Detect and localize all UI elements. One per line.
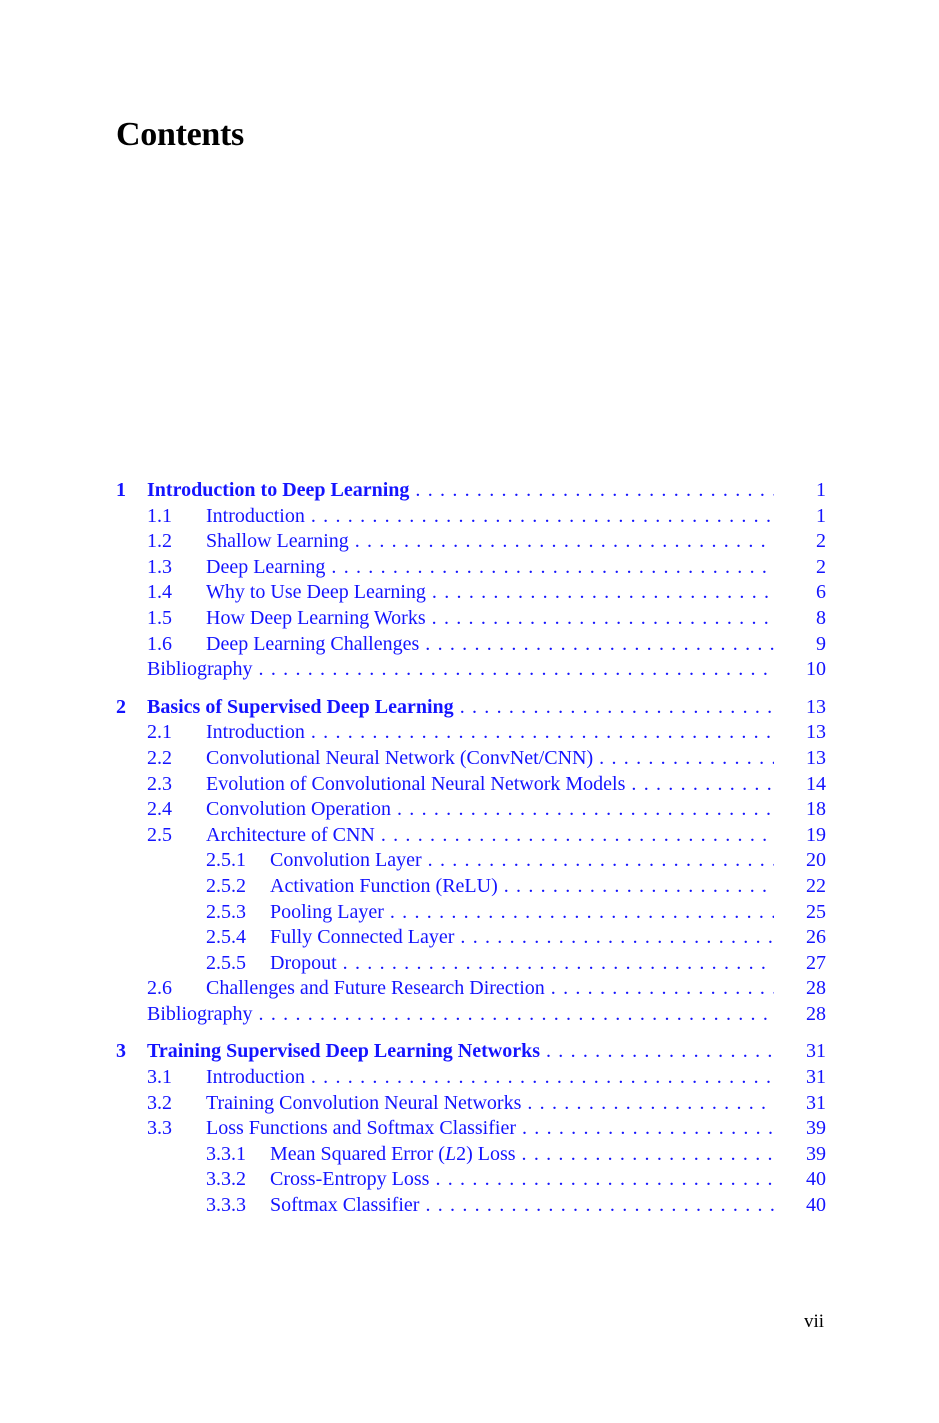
page-ref[interactable]: 2	[816, 555, 826, 578]
chapter-title-link[interactable]: Introduction to Deep Learning	[147, 479, 410, 501]
section-title-link[interactable]: Convolutional Neural Network (ConvNet/CNN)	[206, 746, 594, 769]
page-ref[interactable]: 13	[806, 695, 826, 718]
section-number: 1.1	[147, 504, 172, 527]
dot-leader	[259, 1002, 774, 1028]
page-ref[interactable]: 1	[816, 479, 826, 501]
page-ref[interactable]: 9	[816, 632, 826, 655]
dot-leader	[435, 1167, 774, 1193]
toc-entry-section[interactable]	[116, 504, 826, 530]
subsection-number: 2.5.4	[206, 926, 246, 949]
page-ref[interactable]: 1	[816, 504, 826, 527]
toc-entry-subsection[interactable]	[116, 848, 826, 874]
page-ref[interactable]: 39	[806, 1117, 826, 1140]
subsection-title-link[interactable]: Fully Connected Layer	[270, 926, 455, 949]
table-of-contents	[116, 478, 826, 1231]
page-ref[interactable]: 28	[806, 977, 826, 1000]
subsection-title-link[interactable]: Activation Function (ReLU)	[270, 874, 498, 897]
dot-leader	[390, 900, 774, 926]
dot-leader	[551, 976, 774, 1002]
section-number: 1.5	[147, 606, 172, 629]
section-number: 3.2	[147, 1091, 172, 1114]
toc-entry-section[interactable]	[116, 797, 826, 823]
chapter-number: 3	[116, 1040, 126, 1063]
toc-entry-section[interactable]	[116, 1091, 826, 1117]
page-ref[interactable]: 31	[806, 1091, 826, 1114]
chapter-1	[116, 478, 826, 683]
subsection-title-link[interactable]: Cross-Entropy Loss	[270, 1168, 430, 1191]
subsection-number: 2.5.2	[206, 874, 246, 897]
page-ref[interactable]: 26	[806, 926, 826, 949]
toc-entry-section[interactable]	[116, 555, 826, 581]
section-title-link[interactable]: Introduction	[206, 504, 305, 527]
subsection-number: 2.5.3	[206, 900, 246, 923]
dot-leader	[432, 580, 774, 606]
subsection-number: 2.5.1	[206, 849, 246, 872]
dot-leader	[259, 657, 774, 683]
dot-leader	[599, 746, 774, 772]
dot-leader	[311, 1065, 774, 1091]
dot-leader	[631, 772, 774, 798]
section-number: 1.6	[147, 632, 172, 655]
dot-leader	[546, 1039, 774, 1065]
chapter-3	[116, 1039, 826, 1218]
subsection-number: 2.5.5	[206, 951, 246, 974]
toc-entry-section[interactable]	[116, 772, 826, 798]
subsection-number: 3.3.3	[206, 1194, 246, 1217]
chapter-number: 2	[116, 695, 126, 718]
page-ref[interactable]: 14	[806, 772, 826, 795]
toc-entry-chapter[interactable]	[116, 478, 826, 504]
chapter-number: 1	[116, 479, 126, 501]
subsection-number: 3.3.1	[206, 1142, 246, 1165]
section-number: 2.6	[147, 977, 172, 1000]
page-title: Contents	[116, 116, 244, 153]
page-ref[interactable]: 40	[806, 1194, 826, 1217]
toc-entry-section[interactable]	[116, 976, 826, 1002]
chapter-title-link[interactable]: Basics of Supervised Deep Learning	[147, 695, 454, 718]
page-ref[interactable]: 40	[806, 1168, 826, 1191]
dot-leader	[343, 951, 774, 977]
dot-leader	[460, 925, 774, 951]
page-ref[interactable]: 28	[806, 1002, 826, 1025]
page-ref[interactable]: 19	[806, 823, 826, 846]
chapter-title-link[interactable]: Training Supervised Deep Learning Networks	[147, 1040, 540, 1063]
chapter-2	[116, 695, 826, 1028]
section-number: 1.2	[147, 530, 172, 553]
section-title-link[interactable]: Introduction	[206, 1066, 305, 1089]
dot-leader	[311, 720, 774, 746]
page-ref[interactable]: 18	[806, 798, 826, 821]
toc-entry-subsection[interactable]	[116, 925, 826, 951]
page-ref[interactable]: 10	[806, 658, 826, 681]
section-number: 2.2	[147, 746, 172, 769]
page-ref[interactable]: 31	[806, 1040, 826, 1063]
dot-leader	[331, 555, 774, 581]
dot-leader	[504, 874, 774, 900]
toc-entry-section[interactable]	[116, 606, 826, 632]
page-ref[interactable]: 31	[806, 1066, 826, 1089]
section-title-link[interactable]: Deep Learning Challenges	[206, 632, 420, 655]
toc-entry-chapter[interactable]	[116, 695, 826, 721]
dot-leader	[397, 797, 774, 823]
page-ref[interactable]: 39	[806, 1142, 826, 1165]
bibliography-link[interactable]: Bibliography	[147, 658, 253, 681]
toc-entry-bibliography[interactable]	[116, 657, 826, 683]
toc-entry-bibliography[interactable]	[116, 1002, 826, 1028]
dot-leader	[432, 606, 774, 632]
toc-entry-section[interactable]	[116, 632, 826, 658]
dot-leader	[460, 695, 774, 721]
section-title-link[interactable]: How Deep Learning Works	[206, 606, 426, 629]
section-title-link[interactable]: Shallow Learning	[206, 530, 349, 553]
section-number: 2.5	[147, 823, 172, 846]
section-number: 1.4	[147, 581, 172, 604]
section-title-link[interactable]: Convolution Operation	[206, 798, 391, 821]
dot-leader	[415, 478, 774, 504]
dot-leader	[355, 529, 774, 555]
toc-entry-subsection[interactable]	[116, 1167, 826, 1193]
bibliography-link[interactable]: Bibliography	[147, 1002, 253, 1025]
toc-entry-subsection[interactable]	[116, 1193, 826, 1219]
page-ref[interactable]: 27	[806, 951, 826, 974]
section-number: 3.1	[147, 1066, 172, 1089]
subsection-title-link[interactable]: Convolution Layer	[270, 849, 422, 872]
toc-entry-section[interactable]	[116, 1116, 826, 1142]
section-title-link[interactable]: Why to Use Deep Learning	[206, 581, 426, 604]
section-title-link[interactable]: Challenges and Future Research Direction	[206, 977, 545, 1000]
section-title-link[interactable]: Architecture of CNN	[206, 823, 375, 846]
toc-entry-section[interactable]	[116, 823, 826, 849]
page-ref[interactable]: 22	[806, 874, 826, 897]
subsection-title-link[interactable]: Mean Squared Error (L2) Loss	[270, 1142, 516, 1165]
section-title-link[interactable]: Loss Functions and Softmax Classifier	[206, 1117, 516, 1140]
toc-entry-section[interactable]	[116, 529, 826, 555]
toc-entry-chapter[interactable]	[116, 1039, 826, 1065]
dot-leader	[425, 1193, 774, 1219]
section-number: 2.3	[147, 772, 172, 795]
dot-leader	[522, 1116, 774, 1142]
dot-leader	[522, 1142, 774, 1168]
dot-leader	[527, 1091, 774, 1117]
section-number: 3.3	[147, 1117, 172, 1140]
page-ref[interactable]: 13	[806, 746, 826, 769]
toc-entry-section[interactable]	[116, 746, 826, 772]
toc-entry-section[interactable]	[116, 580, 826, 606]
subsection-number: 3.3.2	[206, 1168, 246, 1191]
toc-entry-subsection[interactable]	[116, 951, 826, 977]
section-title-link[interactable]: Deep Learning	[206, 555, 326, 578]
dot-leader	[425, 632, 774, 658]
page-ref[interactable]: 25	[806, 900, 826, 923]
page-number: vii	[803, 1311, 824, 1332]
page-ref[interactable]: 13	[806, 721, 826, 744]
toc-entry-section[interactable]	[116, 720, 826, 746]
section-title-link[interactable]: Training Convolution Neural Networks	[206, 1091, 522, 1114]
toc-entry-section[interactable]	[116, 1065, 826, 1091]
page-ref[interactable]: 20	[806, 849, 826, 872]
toc-entry-subsection[interactable]	[116, 1142, 826, 1168]
dot-leader	[311, 504, 774, 530]
section-title-link[interactable]: Evolution of Convolutional Neural Network Models	[206, 772, 626, 795]
page-ref[interactable]: 2	[816, 530, 826, 553]
toc-entry-subsection[interactable]	[116, 900, 826, 926]
section-number: 2.4	[147, 798, 172, 821]
section-title-link[interactable]: Introduction	[206, 721, 305, 744]
dot-leader	[428, 848, 774, 874]
page-ref[interactable]: 6	[816, 581, 826, 604]
section-number: 1.3	[147, 555, 172, 578]
math-variable: L	[444, 1142, 457, 1165]
subsection-title-link[interactable]: Dropout	[270, 951, 337, 974]
page-ref[interactable]: 8	[816, 606, 826, 629]
section-number: 2.1	[147, 721, 172, 744]
dot-leader	[381, 823, 774, 849]
toc-entry-subsection[interactable]	[116, 874, 826, 900]
subsection-title-link[interactable]: Softmax Classifier	[270, 1194, 420, 1217]
subsection-title-link[interactable]: Pooling Layer	[270, 900, 384, 923]
